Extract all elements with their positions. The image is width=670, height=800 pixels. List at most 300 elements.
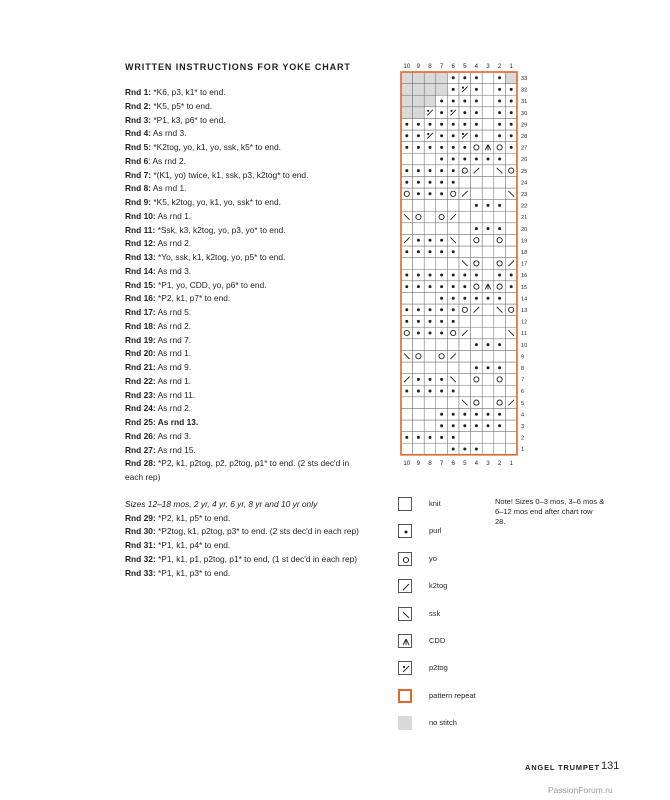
chart-cell: [413, 223, 425, 235]
round-text: As rnd 3.: [155, 430, 192, 441]
chart-cell: [436, 200, 448, 212]
purl-mark: [475, 424, 478, 427]
purl-mark: [429, 146, 432, 149]
chart-cell: [482, 84, 494, 96]
chart-cell: [459, 339, 471, 351]
instruction-row: [125, 375, 365, 389]
chart-cell: [471, 397, 483, 409]
chart-cell: [471, 374, 483, 386]
round-text: As rnd 1.: [155, 375, 192, 386]
chart-cell: [505, 385, 517, 397]
chart-cell: [505, 350, 517, 362]
purl-mark: [417, 146, 420, 149]
chart-cell: [505, 443, 517, 455]
round-text: *K2tog, yo, k1, yo, ssk, k5* to end.: [151, 142, 281, 152]
chart-cell: [459, 385, 471, 397]
chart-cell: [413, 211, 425, 223]
chart-cell: [424, 443, 436, 455]
purl-mark: [417, 308, 420, 311]
purl-mark: [475, 343, 478, 346]
chart-cell: [494, 142, 506, 154]
purl-mark: [417, 436, 420, 439]
row-number: 12: [521, 319, 528, 326]
purl-mark: [452, 285, 455, 288]
round-label: Rnd 10:: [125, 210, 156, 221]
chart-cell: [401, 408, 413, 420]
row-number: 1: [521, 447, 525, 454]
round-text: As rnd 9.: [155, 362, 192, 372]
row-number: 2: [521, 435, 525, 442]
legend-swatch: [398, 634, 412, 648]
chart-cell: [459, 234, 471, 246]
chart-cell: [424, 339, 436, 351]
purl-mark: [475, 111, 478, 114]
no-stitch-cell: [413, 72, 425, 84]
chart-cell: [447, 188, 459, 200]
instruction-row: [125, 169, 365, 183]
legend-label: yo: [429, 553, 437, 563]
chart-cell: [424, 258, 436, 270]
chart-cell: [413, 200, 425, 212]
chart-cell: [505, 165, 517, 177]
purl-mark: [429, 169, 432, 172]
purl-mark: [463, 413, 466, 416]
purl-mark: [510, 134, 513, 137]
chart-cell: [471, 188, 483, 200]
instruction-row: [125, 292, 365, 306]
no-stitch-cell: [413, 84, 425, 96]
row-number: 28: [521, 134, 528, 140]
purl-mark: [440, 192, 443, 195]
chart-cell: [401, 153, 413, 165]
instruction-row: [125, 430, 365, 444]
chart-cell: [424, 223, 436, 235]
row-number: 10: [521, 342, 528, 349]
round-label: Rnd 15:: [125, 279, 156, 290]
chart-cell: [494, 397, 506, 409]
instruction-row: [125, 389, 365, 403]
column-label-top: 8: [428, 63, 432, 70]
chart-cell: [447, 339, 459, 351]
chart-cell: [401, 443, 413, 455]
purl-mark: [498, 274, 501, 277]
round-text: *P1, k1, p3* to end.: [155, 567, 231, 578]
chart-cell: [436, 350, 448, 362]
cdd-mark: [403, 639, 409, 645]
instruction-row: [125, 444, 365, 458]
chart-cell: [459, 200, 471, 212]
purl-mark: [475, 76, 478, 79]
purl-mark: [475, 204, 478, 207]
chart-cell: [482, 316, 494, 328]
chart-cell: [436, 223, 448, 235]
round-text: *(K1, yo) twice, k1, ssk, p3, k2tog* to end.: [151, 169, 309, 180]
chart-cell: [482, 72, 494, 84]
column-label-top: 5: [463, 63, 467, 70]
chart-cell: [447, 223, 459, 235]
chart-cell: [471, 234, 483, 246]
purl-mark: [440, 100, 443, 103]
round-text: *P1, k3, p6* to end.: [151, 114, 226, 125]
purl-mark: [463, 274, 466, 277]
purl-mark: [417, 332, 420, 335]
purl-mark: [463, 158, 466, 161]
purl-mark: [417, 169, 420, 172]
no-stitch-cell: [424, 72, 436, 84]
chart-cell: [505, 223, 517, 235]
round-label: Rnd 28:: [125, 458, 156, 469]
purl-mark: [452, 390, 455, 393]
round-label: Rnd 24:: [125, 403, 156, 414]
column-label-bottom: 4: [474, 459, 479, 467]
row-number: 11: [521, 331, 527, 338]
purl-mark: [417, 320, 420, 323]
instruction-row: [125, 539, 365, 553]
purl-mark: [452, 250, 455, 253]
chart-cell: [447, 362, 459, 374]
chart-cell: [494, 281, 506, 293]
legend-swatch: [398, 716, 412, 730]
round-label: Rnd 26:: [125, 430, 156, 441]
legend-label: purl: [429, 526, 442, 536]
chart-cell: [424, 153, 436, 165]
page-title: WRITTEN INSTRUCTIONS FOR YOKE CHART: [125, 62, 351, 72]
column-label-bottom: 5: [463, 459, 467, 467]
chart-cell: [505, 339, 517, 351]
legend-item-cdd: [398, 634, 598, 650]
legend-item-k2tog: [398, 579, 598, 595]
purl-mark: [498, 424, 501, 427]
column-label-bottom: 9: [416, 459, 421, 467]
purl-mark: [440, 332, 443, 335]
chart-cell: [424, 292, 436, 304]
chart-cell: [494, 211, 506, 223]
legend-item-no-stitch: [398, 716, 598, 732]
purl-mark: [452, 134, 455, 137]
chart-cell: [447, 258, 459, 270]
instruction-row: [125, 86, 365, 100]
purl-mark: [463, 448, 466, 451]
chart-cell: [471, 142, 483, 154]
chart-cell: [471, 246, 483, 258]
round-text: As rnd 1.: [155, 348, 192, 359]
no-stitch-cell: [401, 72, 413, 84]
chart-cell: [482, 130, 494, 142]
chart-cell: [401, 292, 413, 304]
round-label: Rnd 29:: [125, 512, 156, 523]
chart-cell: [401, 339, 413, 351]
chart-cell: [482, 176, 494, 188]
round-text: *P1, k1, p1, p2tog, p1* to end, (1 st dec'd in each rep): [155, 553, 358, 564]
purl-mark: [440, 181, 443, 184]
purl-mark: [429, 123, 432, 126]
row-number: 30: [521, 110, 528, 117]
purl-mark: [417, 239, 420, 242]
legend-item-yo: [398, 552, 598, 568]
no-stitch-cell: [424, 84, 436, 96]
legend-item-ssk: [398, 607, 598, 623]
purl-mark: [440, 378, 443, 381]
chart-cell: [413, 420, 425, 432]
purl-mark: [452, 448, 455, 451]
purl-mark: [452, 320, 455, 323]
chart-cell: [482, 350, 494, 362]
round-text: As rnd 13.: [155, 417, 199, 427]
round-label: Rnd 30:: [125, 526, 156, 537]
row-number: 29: [521, 122, 528, 129]
purl-mark: [440, 169, 443, 172]
chart-cell: [424, 397, 436, 409]
chart-cell: [413, 350, 425, 362]
chart-cell: [505, 153, 517, 165]
column-label-bottom: 10: [403, 459, 411, 467]
chart-cell: [505, 374, 517, 386]
instruction-row: [125, 127, 365, 141]
chart-cell: [482, 397, 494, 409]
chart-cell: [505, 292, 517, 304]
purl-mark: [429, 250, 432, 253]
purl-mark: [498, 366, 501, 369]
instruction-row: [125, 100, 365, 114]
row-number: 15: [521, 284, 528, 291]
chart-cell: [436, 443, 448, 455]
instruction-row: [125, 320, 365, 334]
column-label-top: 7: [439, 63, 444, 70]
chart-cell: [413, 362, 425, 374]
legend-label: knit: [429, 499, 441, 508]
no-stitch-cell: [413, 95, 425, 107]
round-label: Rnd 17:: [125, 307, 156, 317]
round-text: As rnd 3.: [151, 128, 187, 139]
chart-cell: [482, 107, 494, 119]
purl-mark: [440, 134, 443, 137]
round-text: As rnd 2.: [155, 403, 192, 414]
purl-mark: [463, 111, 466, 114]
chart-cell: [459, 246, 471, 258]
round-label: Rnd 27:: [125, 444, 156, 455]
row-number: 21: [521, 215, 528, 222]
purl-mark: [440, 239, 443, 242]
chart-cells: [401, 72, 517, 455]
column-label-top: 6: [451, 63, 455, 70]
purl-mark: [429, 390, 432, 393]
chart-cell: [505, 420, 517, 432]
chart-cell: [413, 408, 425, 420]
purl-mark: [440, 111, 443, 114]
chart-cell: [494, 432, 506, 444]
chart-cell: [482, 385, 494, 397]
chart-cell: [505, 304, 517, 316]
purl-mark: [452, 146, 455, 149]
round-label: Rnd 14:: [125, 265, 156, 276]
chart-cell: [459, 432, 471, 444]
purl-mark: [498, 227, 501, 230]
chart-cell: [494, 327, 506, 339]
instruction-row: [125, 553, 365, 567]
purl-mark: [475, 158, 478, 161]
round-text: As rnd 11.: [155, 389, 196, 400]
chart-cell: [413, 443, 425, 455]
chart-cell: [482, 234, 494, 246]
chart-cell: [436, 339, 448, 351]
purl-mark: [452, 436, 455, 439]
round-label: Rnd 3:: [125, 114, 152, 125]
round-label: Rnd 4:: [125, 128, 152, 139]
row-number: 33: [521, 76, 528, 82]
instruction-row: [125, 114, 365, 128]
purl-mark: [417, 250, 420, 253]
purl-mark: [475, 448, 478, 451]
chart-cell: [505, 408, 517, 420]
chart-cell: [494, 188, 506, 200]
chart-cell: [494, 385, 506, 397]
purl-mark: [405, 134, 408, 137]
chart-cell: [413, 292, 425, 304]
purl-mark: [475, 123, 478, 126]
purl-mark: [429, 239, 432, 242]
round-text: *P1, k1, p4* to end.: [155, 540, 231, 550]
chart-cell: [401, 223, 413, 235]
round-text: *Yo, ssk, k1, k2tog, yo, p5* to end.: [155, 252, 286, 262]
purl-mark: [405, 250, 408, 253]
chart-cell: [471, 176, 483, 188]
round-text: *P2tog, k1, p2tog, p3* to end. (2 sts dec'd in each rep): [155, 526, 359, 537]
chart-cell: [471, 281, 483, 293]
purl-mark: [487, 204, 490, 207]
chart-cell: [482, 188, 494, 200]
purl-mark: [452, 181, 455, 184]
round-label: Rnd 5:: [125, 142, 152, 152]
purl-mark: [463, 424, 466, 427]
round-text: As rnd 3.: [155, 265, 192, 276]
purl-mark: [440, 274, 443, 277]
row-number: 31: [521, 99, 528, 106]
round-text: : As rnd 2.: [148, 155, 186, 166]
row-number: 5: [521, 400, 525, 407]
chart-cell: [459, 350, 471, 362]
purl-mark: [498, 343, 501, 346]
chart-cell: [482, 374, 494, 386]
round-text: *Ssk, k3, k2tog, yo, p3, yo* to end.: [155, 224, 286, 235]
legend-label: k2tog: [429, 581, 448, 591]
no-stitch-cell: [413, 107, 425, 119]
chart-cell: [505, 316, 517, 328]
chart-cell: [482, 327, 494, 339]
purl-mark: [510, 100, 513, 103]
chart-cell: [447, 200, 459, 212]
instruction-row: [125, 457, 365, 485]
column-label-top: 10: [403, 63, 411, 70]
legend-item-pattern-repeat: [398, 689, 598, 705]
row-number: 24: [521, 180, 528, 187]
round-text: *K5, p5* to end.: [151, 100, 213, 111]
column-label-top: 4: [474, 63, 479, 70]
purl-mark: [405, 169, 408, 172]
sizes-note: Sizes 12–18 mos, 2 yr, 4 yr, 6 yr, 8 yr and 10 yr only: [125, 498, 318, 509]
legend-swatch: [398, 497, 412, 511]
purl-mark: [417, 378, 420, 381]
round-text: *P2, k1, p5* to end.: [155, 512, 231, 523]
chart-cell: [505, 432, 517, 444]
legend-label: CDD: [429, 636, 446, 645]
round-text: *P2, k1, p7* to end.: [155, 293, 231, 304]
legend-swatch: [398, 524, 412, 538]
column-label-bottom: 8: [428, 459, 432, 467]
p2tog-mark: [403, 666, 409, 672]
purl-mark: [487, 366, 490, 369]
round-label: Rnd 20:: [125, 348, 156, 359]
chart-cell: [459, 362, 471, 374]
purl-mark: [452, 424, 455, 427]
watermark: PassionForum.ru: [548, 785, 613, 795]
purl-mark: [440, 390, 443, 393]
chart-cell: [436, 211, 448, 223]
legend-swatch: [398, 689, 412, 703]
chart-cell: [459, 176, 471, 188]
column-label-bottom: 1: [509, 459, 513, 467]
row-number: 17: [521, 261, 528, 268]
round-label: Rnd 13:: [125, 252, 156, 262]
chart-cell: [401, 327, 413, 339]
round-text: As rnd 15.: [155, 444, 196, 455]
chart-cell: [471, 432, 483, 444]
page-number: 131: [601, 760, 620, 772]
instruction-row: [125, 334, 365, 348]
chart-cell: [424, 200, 436, 212]
purl-mark: [498, 123, 501, 126]
legend-item-p2tog: [398, 661, 598, 677]
purl-mark: [405, 123, 408, 126]
legend-swatch: [398, 579, 412, 593]
purl-mark: [487, 413, 490, 416]
column-label-top: 9: [416, 63, 421, 70]
purl-mark: [440, 436, 443, 439]
purl-mark: [498, 111, 501, 114]
legend-label: ssk: [429, 608, 441, 618]
purl-mark: [452, 274, 455, 277]
purl-mark: [475, 227, 478, 230]
chart-cell: [505, 211, 517, 223]
purl-mark: [405, 436, 408, 439]
instruction-row: [125, 512, 365, 526]
chart-cell: [482, 165, 494, 177]
purl-mark: [498, 204, 501, 207]
column-label-top: 3: [486, 63, 490, 70]
instruction-row: [125, 265, 365, 279]
column-label-bottom: 7: [439, 459, 444, 467]
chart-cell: [482, 95, 494, 107]
purl-mark: [405, 390, 408, 393]
round-label: Rnd 8:: [125, 183, 152, 194]
row-number: 23: [521, 192, 528, 198]
round-text: *P2, k1, p2tog, p2, p2tog, p1* to end. (2 sts dec'd in each rep): [125, 458, 350, 482]
chart-cell: [401, 200, 413, 212]
round-label: Rnd 1:: [125, 87, 152, 97]
round-label: Rnd 21:: [125, 362, 156, 372]
chart-cell: [494, 374, 506, 386]
purl-mark: [405, 181, 408, 184]
row-number: 32: [521, 87, 528, 94]
purl-mark: [417, 390, 420, 393]
purl-mark: [498, 158, 501, 161]
chart-cell: [401, 362, 413, 374]
no-stitch-cell: [505, 72, 517, 84]
chart-cell: [482, 246, 494, 258]
round-label: Rnd 9:: [125, 197, 152, 207]
column-label-bottom: 3: [486, 459, 490, 467]
chart-cell: [413, 397, 425, 409]
chart-cell: [471, 316, 483, 328]
